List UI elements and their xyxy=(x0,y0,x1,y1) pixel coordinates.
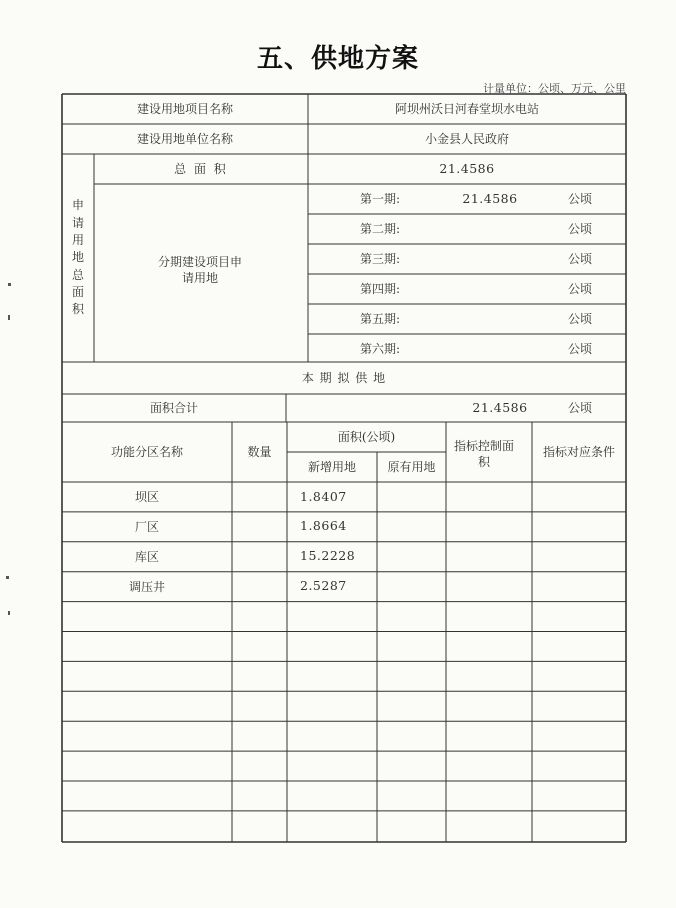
phase-unit: 公顷 xyxy=(567,341,592,356)
zone-new-land: 1.8664 xyxy=(300,518,347,534)
col-header-new-land: 新增用地 xyxy=(307,459,356,474)
phase-unit: 公顷 xyxy=(567,251,592,266)
zone-name xyxy=(62,661,232,691)
phase-label: 第五期: xyxy=(359,311,401,326)
phase-value xyxy=(440,334,540,364)
zone-name xyxy=(62,602,232,632)
zone-new-land xyxy=(300,661,380,691)
col-header-control-area: 指标控制面积 xyxy=(454,438,515,469)
phase-unit: 公顷 xyxy=(567,221,592,236)
zone-old-land xyxy=(377,632,446,662)
col-header-conditions: 指标对应条件 xyxy=(542,444,615,459)
zone-control-area xyxy=(446,691,532,721)
zone-new-land xyxy=(300,632,380,662)
zone-new-land xyxy=(300,781,380,811)
apply-total-label: 申 请 用 地 总 面 积 xyxy=(71,198,84,317)
zone-conditions xyxy=(532,781,626,811)
zone-old-land xyxy=(377,691,446,721)
zone-qty xyxy=(232,482,287,512)
phase-unit: 公顷 xyxy=(567,191,592,206)
supply-header: 本 期 拟 供 地 xyxy=(301,370,387,385)
page-title: 五、供地方案 xyxy=(256,44,419,74)
zone-conditions xyxy=(532,811,626,841)
zone-control-area xyxy=(446,751,532,781)
zone-name: 调压井 xyxy=(128,579,165,594)
phase-value: 21.4586 xyxy=(462,190,518,206)
zone-name xyxy=(62,721,232,751)
area-sum-value: 21.4586 xyxy=(472,399,528,415)
zone-qty xyxy=(232,602,287,632)
zone-qty xyxy=(232,512,287,542)
zone-control-area xyxy=(446,811,532,841)
zone-name: 坝区 xyxy=(134,489,159,504)
scan-speck xyxy=(8,315,10,320)
scan-speck xyxy=(6,576,9,579)
zone-name xyxy=(62,751,232,781)
total-area-label: 总 面 积 xyxy=(174,161,228,176)
zone-name xyxy=(62,691,232,721)
col-header-qty: 数量 xyxy=(247,444,272,459)
zone-control-area xyxy=(446,602,532,632)
zone-name: 厂区 xyxy=(134,519,159,534)
phase-label: 第一期: xyxy=(359,191,401,206)
phase-label: 第六期: xyxy=(359,341,401,356)
phase-unit: 公顷 xyxy=(567,281,592,296)
zone-name: 库区 xyxy=(134,549,159,564)
phase-label: 第二期: xyxy=(359,221,401,236)
zone-qty xyxy=(232,751,287,781)
zone-qty xyxy=(232,691,287,721)
zone-new-land: 15.2228 xyxy=(300,548,356,564)
zone-conditions xyxy=(532,602,626,632)
col-header-area: 面积(公顷) xyxy=(337,429,396,444)
zone-qty xyxy=(232,542,287,572)
zone-control-area xyxy=(446,512,532,542)
zone-control-area xyxy=(446,781,532,811)
unit-name-value: 小金县人民政府 xyxy=(424,131,509,146)
zone-qty xyxy=(232,661,287,691)
zone-conditions xyxy=(532,751,626,781)
total-area-value: 21.4586 xyxy=(439,160,495,176)
zone-conditions xyxy=(532,632,626,662)
zone-old-land xyxy=(377,721,446,751)
zone-control-area xyxy=(446,572,532,602)
scan-speck xyxy=(8,283,11,286)
zone-old-land xyxy=(377,542,446,572)
zone-new-land xyxy=(300,602,380,632)
zone-conditions xyxy=(532,542,626,572)
zone-qty xyxy=(232,572,287,602)
zone-old-land xyxy=(377,572,446,602)
col-header-zone-name: 功能分区名称 xyxy=(110,444,183,459)
zone-conditions xyxy=(532,661,626,691)
col-header-old-land: 原有用地 xyxy=(387,459,436,474)
phase-value xyxy=(440,214,540,244)
zone-conditions xyxy=(532,482,626,512)
phase-label: 第四期: xyxy=(359,281,401,296)
scan-speck xyxy=(8,611,10,615)
unit-note: 计量单位：公顷、万元、公里 xyxy=(483,82,626,95)
zone-new-land xyxy=(300,811,380,841)
zone-old-land xyxy=(377,781,446,811)
zone-old-land xyxy=(377,751,446,781)
zone-new-land xyxy=(300,721,380,751)
zone-new-land: 2.5287 xyxy=(300,578,347,594)
zone-conditions xyxy=(532,691,626,721)
zone-old-land xyxy=(377,661,446,691)
phase-value xyxy=(440,304,540,334)
zone-new-land xyxy=(300,751,380,781)
project-name-label: 建设用地项目名称 xyxy=(136,101,233,116)
phase-value xyxy=(440,244,540,274)
zone-new-land: 1.8407 xyxy=(300,488,347,504)
area-sum-label: 面积合计 xyxy=(149,400,198,415)
zone-conditions xyxy=(532,512,626,542)
zone-control-area xyxy=(446,721,532,751)
phase-value xyxy=(440,274,540,304)
zone-name xyxy=(62,632,232,662)
zone-conditions xyxy=(532,721,626,751)
zone-conditions xyxy=(532,572,626,602)
zone-control-area xyxy=(446,542,532,572)
phase-unit: 公顷 xyxy=(567,311,592,326)
zone-new-land xyxy=(300,691,380,721)
zone-control-area xyxy=(446,661,532,691)
zone-old-land xyxy=(377,602,446,632)
zone-qty xyxy=(232,811,287,841)
phase-label: 第三期: xyxy=(359,251,401,266)
zone-old-land xyxy=(377,482,446,512)
zone-qty xyxy=(232,721,287,751)
zone-old-land xyxy=(377,811,446,841)
zone-qty xyxy=(232,781,287,811)
zone-qty xyxy=(232,632,287,662)
zone-name xyxy=(62,781,232,811)
area-sum-unit: 公顷 xyxy=(567,400,592,415)
zone-control-area xyxy=(446,482,532,512)
project-name-value: 阿坝州沃日河春堂坝水电站 xyxy=(394,101,539,116)
unit-name-label: 建设用地单位名称 xyxy=(136,131,233,146)
phase-section-label: 分期建设项目申请用地 xyxy=(157,254,242,285)
zone-old-land xyxy=(377,512,446,542)
zone-control-area xyxy=(446,632,532,662)
zone-name xyxy=(62,811,232,841)
